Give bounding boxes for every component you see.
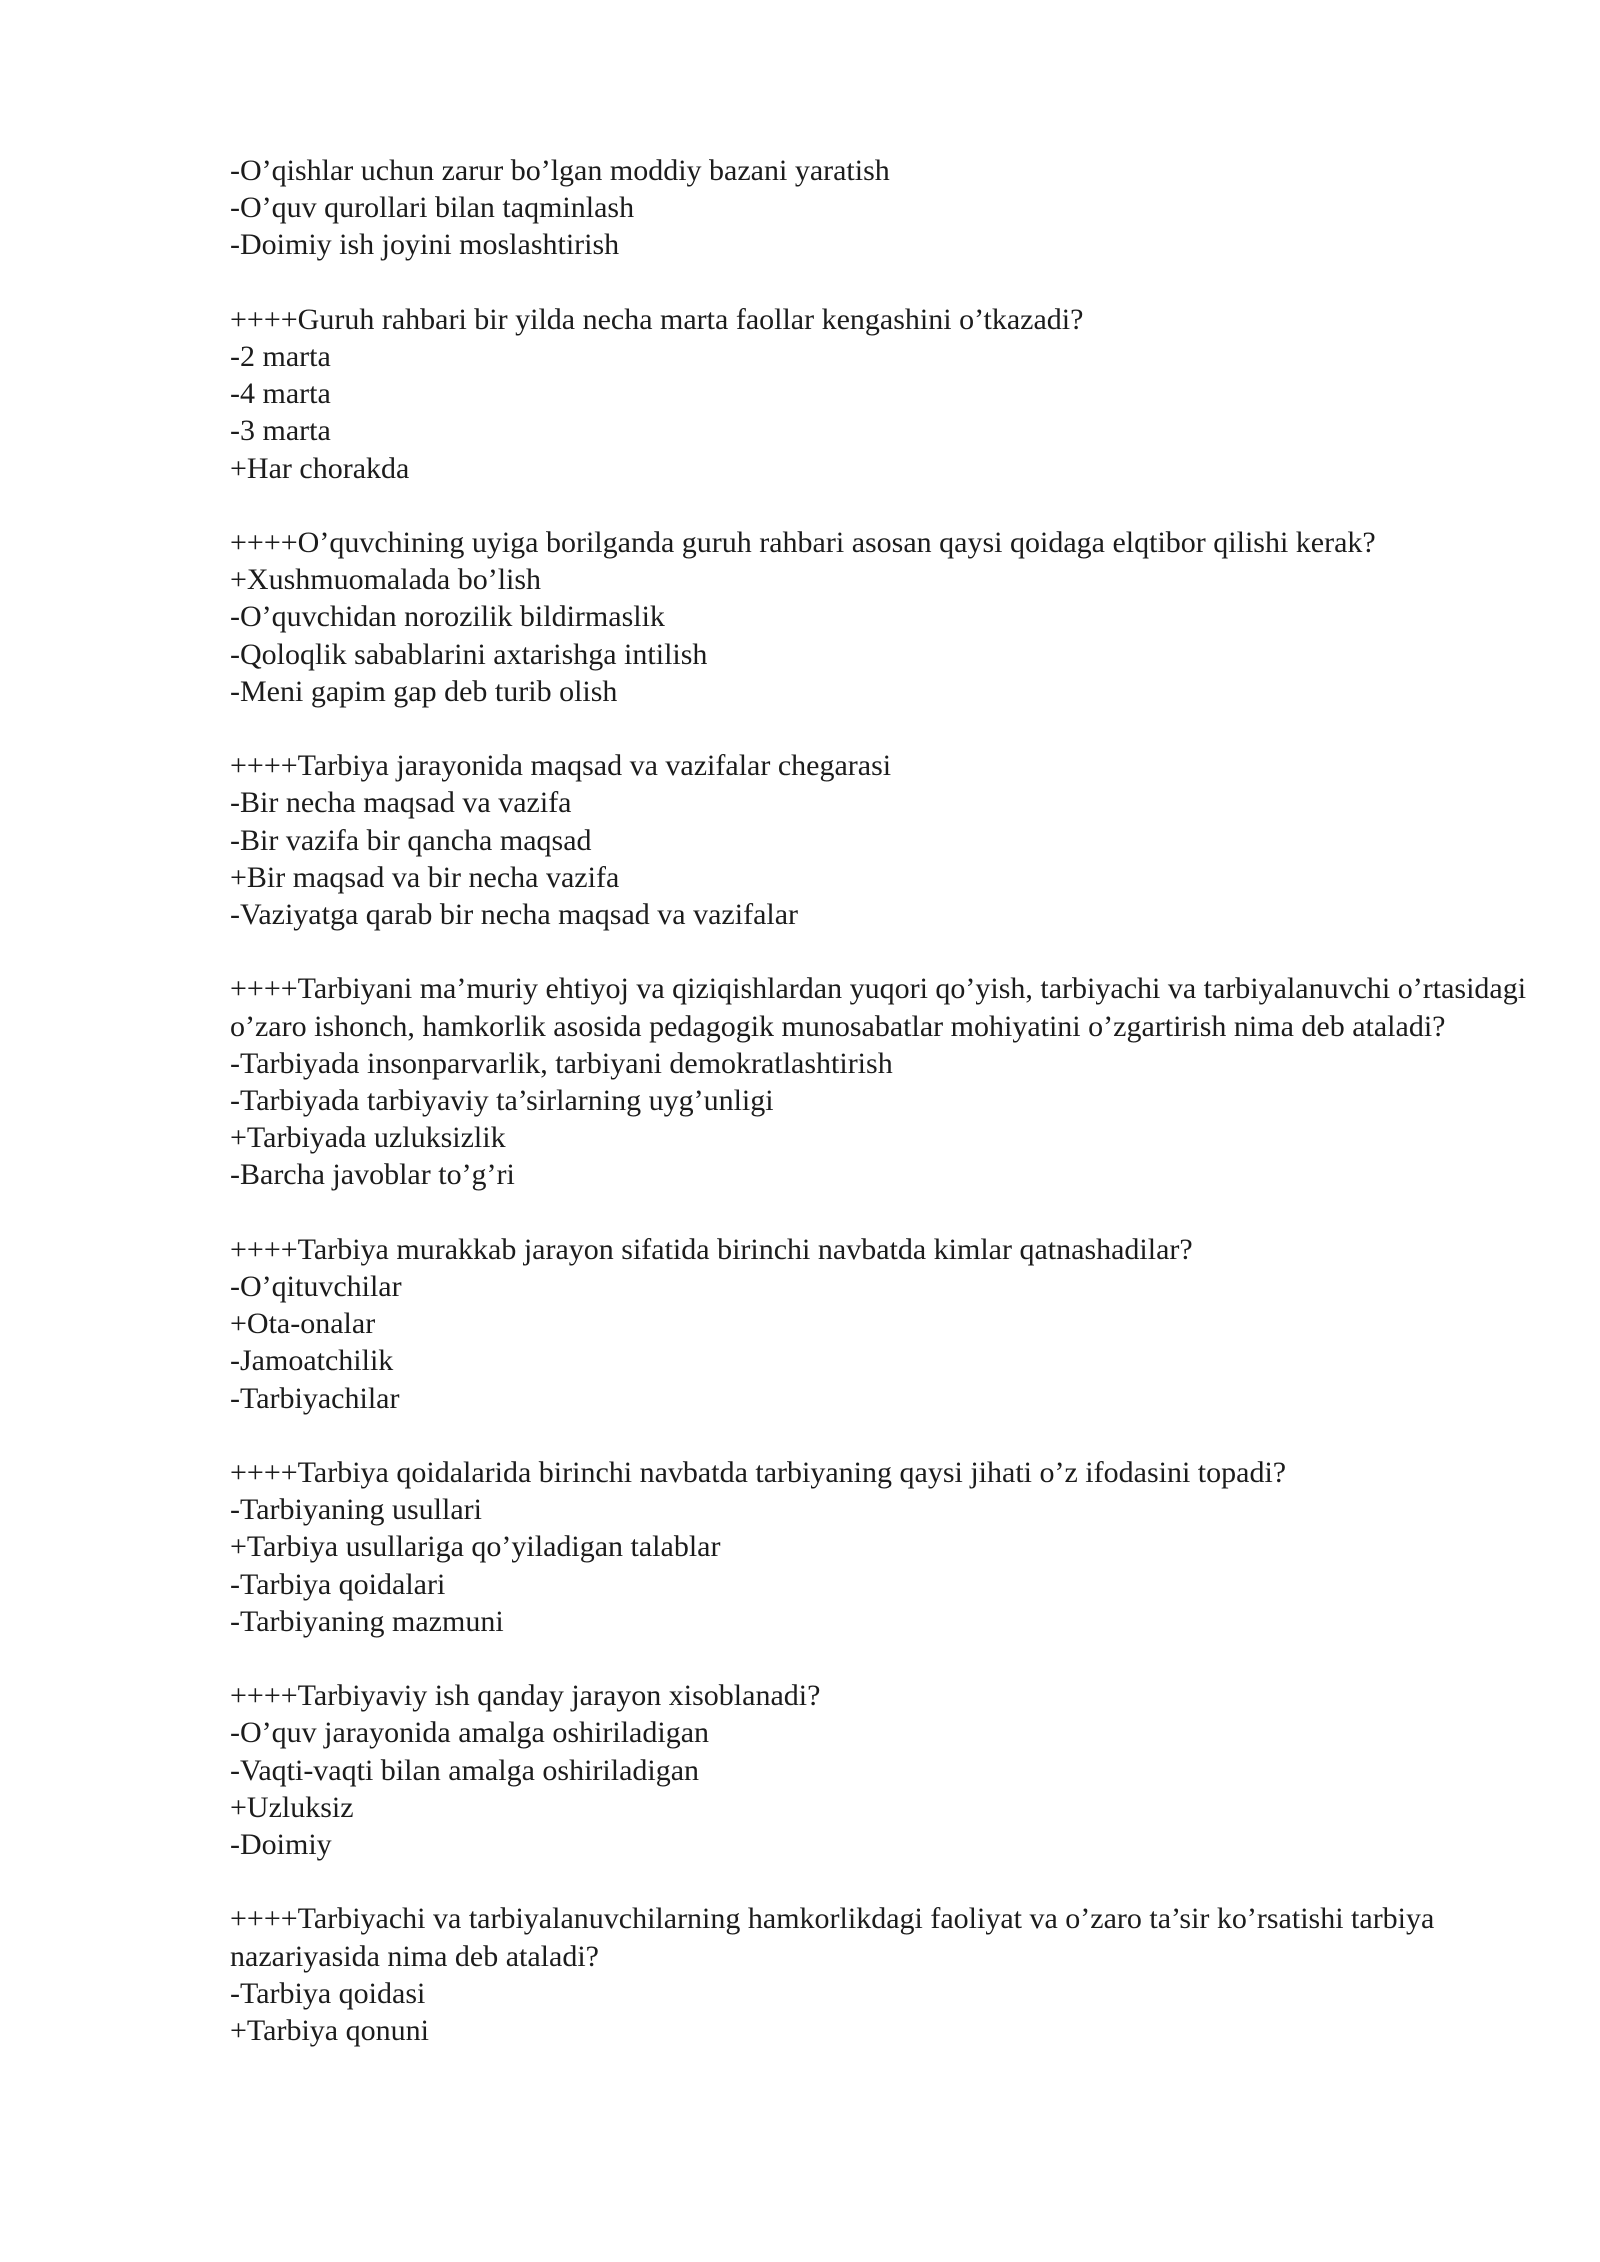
question-text: ++++Tarbiyachi va tarbiyalanuvchilarning hamkorlikdagi faoliyat va o’zaro ta’sir ko’rsatishi tarbiya nazariyasida nima deb ataladi? — [230, 1902, 1435, 1973]
answer-option: +Bir maqsad va bir necha vazifa — [230, 860, 620, 894]
question-block — [230, 1231, 1530, 1417]
answer-option: -Bir necha maqsad va vazifa — [230, 786, 572, 820]
answer-option: +Tarbiyada uzluksizlik — [230, 1121, 506, 1155]
answer-option: +Tarbiya usullariga qo’yiladigan talablar — [230, 1530, 721, 1564]
answer-option: -O’qituvchilar — [230, 1270, 402, 1304]
question-block — [230, 1900, 1530, 2049]
answer-option: -Barcha javoblar to’g’ri — [230, 1158, 515, 1192]
question-text: ++++O’quvchining uyiga borilganda guruh rahbari asosan qaysi qoidaga elqtibor qilishi kerak? — [230, 526, 1376, 559]
answer-option: -Meni gapim gap deb turib olish — [230, 674, 618, 708]
answer-option: +Har chorakda — [230, 451, 410, 485]
answer-option: -Tarbiyachilar — [230, 1381, 400, 1415]
question-block — [230, 301, 1530, 487]
question-block — [230, 524, 1530, 710]
answer-option: -O’quv jarayonida amalga oshiriladigan — [230, 1716, 710, 1750]
question-text: ++++Tarbiyaviy ish qanday jarayon xisoblanadi? — [230, 1679, 821, 1713]
answer-option: +Uzluksiz — [230, 1790, 354, 1824]
answer-option: -O’quvchidan norozilik bildirmaslik — [230, 600, 665, 634]
question-block — [230, 747, 1530, 933]
answer-option: +Tarbiya qonuni — [230, 2014, 429, 2048]
answer-option: +Xushmuomalada bo’lish — [230, 563, 542, 597]
answer-option: -Tarbiya qoidasi — [230, 1976, 426, 2010]
answer-option: -Doimiy — [230, 1828, 332, 1862]
answer-option: -Tarbiya qoidalari — [230, 1567, 446, 1601]
answer-option: +Ota-onalar — [230, 1307, 376, 1341]
question-text: ++++Tarbiya murakkab jarayon sifatida birinchi navbatda kimlar qatnashadilar? — [230, 1232, 1193, 1266]
answer-option: -Tarbiyaning mazmuni — [230, 1604, 504, 1638]
answer-option: -Doimiy ish joyini moslashtirish — [230, 228, 620, 262]
answer-option: -Tarbiyada tarbiyaviy ta’sirlarning uyg’unligi — [230, 1084, 774, 1118]
question-text: ++++Guruh rahbari bir yilda necha marta faollar kengashini o’tkazadi? — [230, 302, 1084, 336]
document-content — [230, 152, 1530, 2049]
answer-option: -2 marta — [230, 340, 331, 373]
question-block — [230, 970, 1530, 1193]
answer-option: -O’quv qurollari bilan taqminlash — [230, 191, 635, 225]
answer-option: -Tarbiyada insonparvarlik, tarbiyani demokratlashtirish — [230, 1046, 893, 1080]
answer-option: -Tarbiyaning usullari — [230, 1493, 482, 1527]
answer-option: -Jamoatchilik — [230, 1344, 394, 1378]
answer-option: -4 marta — [230, 377, 331, 411]
answer-option: -Vaziyatga qarab bir necha maqsad va vazifalar — [230, 898, 799, 932]
question-text: ++++Tarbiyani ma’muriy ehtiyoj va qiziqishlardan yuqori qo’yish, tarbiyachi va tarbiyalanuvchi o’rtasidagi o’zaro ishonch, hamkorlik asosida pedagogik munosabatlar mohiyatini o’zgartirish nima deb ataladi? — [230, 972, 1527, 1043]
answer-option: -3 marta — [230, 414, 331, 448]
question-block — [230, 1454, 1530, 1640]
answer-option: -Bir vazifa bir qancha maqsad — [230, 823, 592, 857]
question-block — [230, 152, 1530, 264]
answer-option: -Vaqti-vaqti bilan amalga oshiriladigan — [230, 1753, 700, 1787]
question-text: ++++Tarbiya jarayonida maqsad va vazifalar chegarasi — [230, 749, 892, 783]
question-text: ++++Tarbiya qoidalarida birinchi navbatda tarbiyaning qaysi jihati o’z ifodasini topadi? — [230, 1456, 1287, 1490]
question-block — [230, 1677, 1530, 1863]
answer-option: -Qoloqlik sabablarini axtarishga intilish — [230, 637, 708, 671]
answer-option: -O’qishlar uchun zarur bo’lgan moddiy bazani yaratish — [230, 154, 890, 187]
